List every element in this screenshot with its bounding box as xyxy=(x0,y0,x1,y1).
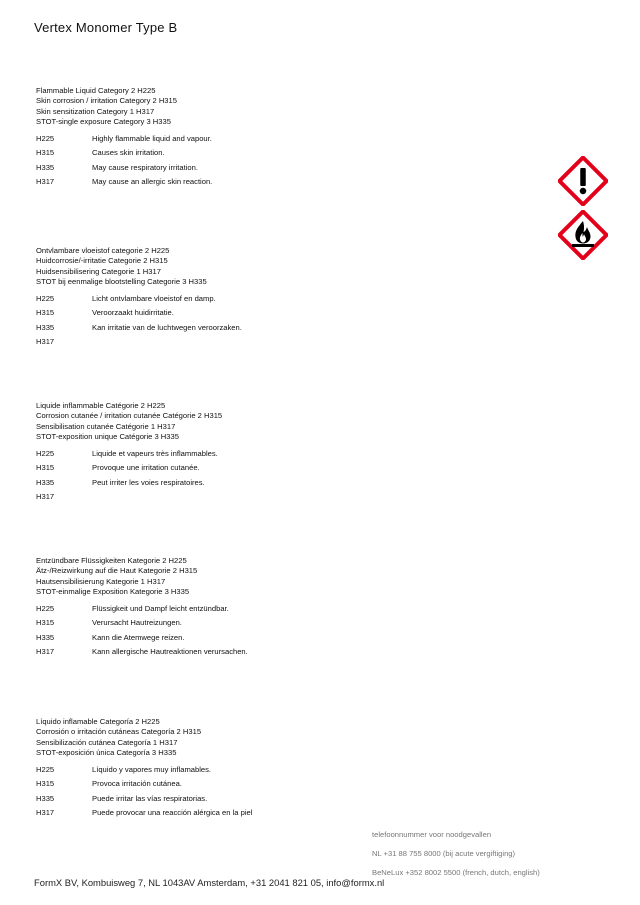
hazard-text: Causes skin irritation. xyxy=(92,148,165,158)
hazard-statement-row xyxy=(36,604,556,619)
classification-line: Skin sensitization Category 1 H317 xyxy=(36,106,155,116)
classification-line: Sensibilisation cutanée Catégorie 1 H317 xyxy=(36,421,176,431)
hazard-text: Flüssigkeit und Dampf leicht entzündbar. xyxy=(92,603,229,613)
company-footer: FormX BV, Kombuisweg 7, NL 1043AV Amsterdam, +31 2041 821 05, info@formx.nl xyxy=(34,877,385,888)
hazard-statement-row xyxy=(36,765,556,780)
hazard-text: Puede provocar una reacción alérgica en la piel xyxy=(92,808,253,818)
hazard-statement-row xyxy=(36,794,556,809)
classification-line: STOT-einmalige Exposition Kategorie 3 H335 xyxy=(36,587,190,597)
hazard-code: H225 xyxy=(36,764,55,774)
hazard-text: Veroorzaakt huidirritatie. xyxy=(92,308,174,318)
hazard-text: Kann allergische Hautreaktionen verursachen. xyxy=(92,647,248,657)
classification-line: Skin corrosion / irritation Category 2 H315 xyxy=(36,96,177,106)
hazard-statements xyxy=(36,604,556,662)
hazard-code: H315 xyxy=(36,463,55,473)
hazard-statement-row xyxy=(36,449,556,464)
hazard-section-en xyxy=(36,86,556,192)
hazard-code: H225 xyxy=(36,448,55,458)
classification-line: STOT-exposition unique Catégorie 3 H335 xyxy=(36,432,179,442)
classification-line: STOT bij eenmalige blootstelling Categorie 3 H335 xyxy=(36,277,207,287)
hazard-code: H225 xyxy=(36,603,55,613)
hazard-code: H317 xyxy=(36,808,55,818)
classification-line: Ontvlambare vloeistof categorie 2 H225 xyxy=(36,246,170,255)
hazard-statement-row xyxy=(36,148,556,163)
hazard-code: H335 xyxy=(36,477,55,487)
classification-line: STOT-single exposure Category 3 H335 xyxy=(36,117,171,127)
emergency-heading: telefoonnummer voor noodgevallen xyxy=(372,830,492,839)
hazard-code: H225 xyxy=(36,293,55,303)
hazard-statement-row xyxy=(36,808,556,823)
hazard-code: H315 xyxy=(36,779,55,789)
hazard-code: H317 xyxy=(36,337,55,347)
hazard-code: H225 xyxy=(36,133,55,143)
hazard-statement-row xyxy=(36,633,556,648)
hazard-text: Provoca irritación cutánea. xyxy=(92,779,182,789)
classification-line: Líquido inflamable Categoría 2 H225 xyxy=(36,717,160,726)
hazard-statement-row xyxy=(36,618,556,633)
classification-line: Flammable Liquid Category 2 H225 xyxy=(36,86,156,95)
hazard-statement-row xyxy=(36,177,556,192)
hazard-statement-row xyxy=(36,308,556,323)
classification-line: Entzündbare Flüssigkeiten Kategorie 2 H225 xyxy=(36,556,187,565)
hazard-statements xyxy=(36,449,556,507)
hazard-statements xyxy=(36,134,556,192)
hazard-text: Líquido y vapores muy inflamables. xyxy=(92,764,212,774)
hazard-statement-row xyxy=(36,134,556,149)
hazard-text: May cause respiratory irritation. xyxy=(92,162,198,172)
classification-line: Hautsensibilisierung Kategorie 1 H317 xyxy=(36,576,166,586)
hazard-text: Puede irritar las vías respiratorias. xyxy=(92,793,208,803)
hazard-statement-row xyxy=(36,163,556,178)
hazard-section-de xyxy=(36,556,556,662)
hazard-code: H317 xyxy=(36,177,55,187)
classification-line: Corrosion cutanée / irritation cutanée Catégorie 2 H315 xyxy=(36,411,223,421)
hazard-text: Kan irritatie van de luchtwegen veroorzaken. xyxy=(92,322,242,332)
hazard-statement-row xyxy=(36,647,556,662)
classification-line: Ätz-/Reizwirkung auf die Haut Kategorie 2 H315 xyxy=(36,566,198,576)
hazard-code: H335 xyxy=(36,793,55,803)
classification-line: Liquide inflammable Catégorie 2 H225 xyxy=(36,401,166,410)
hazard-code: H317 xyxy=(36,647,55,657)
hazard-text: Verursacht Hautreizungen. xyxy=(92,618,182,628)
classification-line: Huidsensibilisering Categorie 1 H317 xyxy=(36,266,161,276)
hazard-text: May cause an allergic skin reaction. xyxy=(92,177,213,187)
hazard-code: H335 xyxy=(36,322,55,332)
hazard-code: H315 xyxy=(36,148,55,158)
flame-icon xyxy=(558,210,608,260)
hazard-section-es xyxy=(36,717,556,823)
hazard-statement-row xyxy=(36,337,556,352)
ghs-pictograms xyxy=(558,156,610,264)
hazard-text: Liquide et vapeurs très inflammables. xyxy=(92,448,218,458)
classification-line: STOT-exposición única Categoría 3 H335 xyxy=(36,748,177,758)
hazard-code: H317 xyxy=(36,492,55,502)
hazard-code: H315 xyxy=(36,618,55,628)
exclamation-mark-icon xyxy=(558,156,608,206)
classification-line: Corrosión o irritación cutáneas Categoría 2 H315 xyxy=(36,727,202,737)
hazard-statements xyxy=(36,765,556,823)
hazard-text: Licht ontvlambare vloeistof en damp. xyxy=(92,293,216,303)
hazard-text: Peut irriter les voies respiratoires. xyxy=(92,477,205,487)
classification-line: Huidcorrosie/-irritatie Categorie 2 H315 xyxy=(36,256,168,266)
hazard-statements xyxy=(36,294,556,352)
hazard-section-fr xyxy=(36,401,556,507)
hazard-statement-row xyxy=(36,492,556,507)
hazard-statement-row xyxy=(36,323,556,338)
hazard-code: H315 xyxy=(36,308,55,318)
emergency-phone-benelux: BeNeLux +352 8002 5500 (french, dutch, english) xyxy=(372,867,540,877)
hazard-section-nl xyxy=(36,246,556,352)
hazard-code: H335 xyxy=(36,162,55,172)
hazard-text: Kann die Atemwege reizen. xyxy=(92,632,185,642)
emergency-contact xyxy=(372,826,540,882)
hazard-statement-row xyxy=(36,779,556,794)
document-title: Vertex Monomer Type B xyxy=(34,20,178,35)
hazard-code: H335 xyxy=(36,632,55,642)
hazard-statement-row xyxy=(36,463,556,478)
hazard-statement-row xyxy=(36,478,556,493)
classification-line: Sensibilización cutánea Categoría 1 H317 xyxy=(36,737,178,747)
hazard-text: Provoque une irritation cutanée. xyxy=(92,463,200,473)
hazard-statement-row xyxy=(36,294,556,309)
hazard-text: Highly flammable liquid and vapour. xyxy=(92,133,212,143)
emergency-phone-nl: NL +31 88 755 8000 (bij acute vergiftiging) xyxy=(372,848,516,858)
